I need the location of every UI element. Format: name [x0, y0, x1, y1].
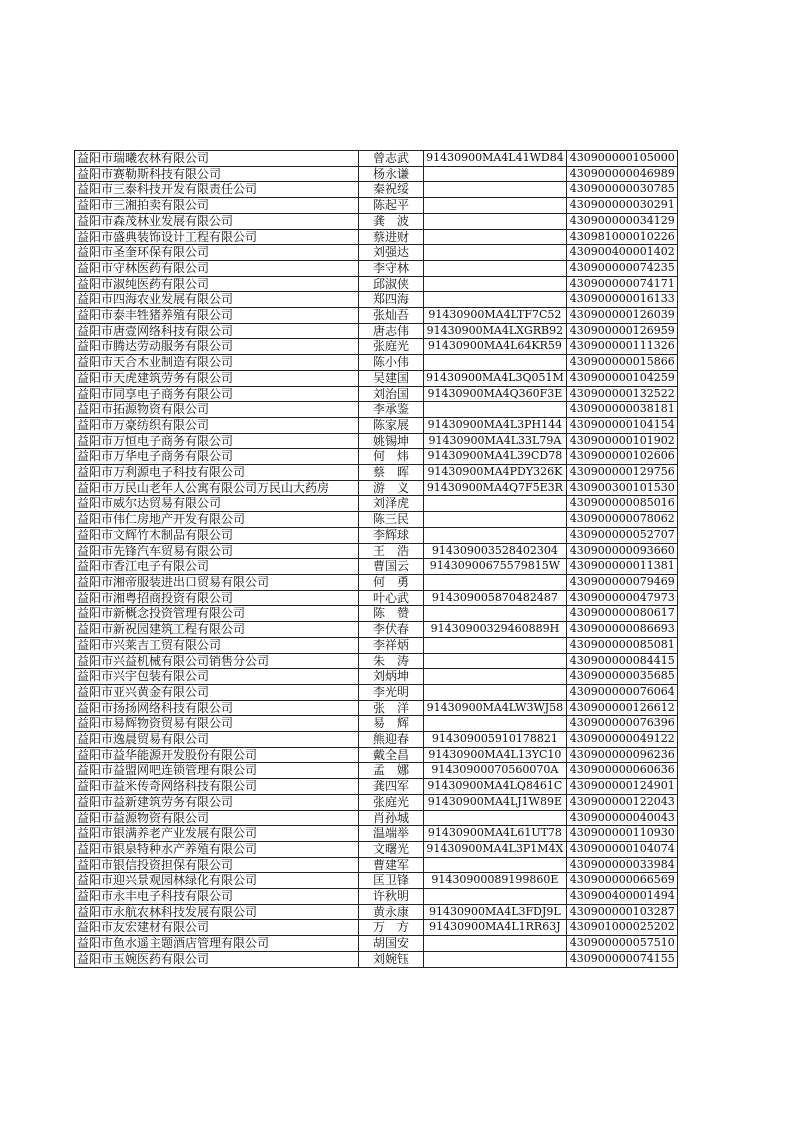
table-row: [75, 417, 678, 433]
registration-number-cell: 430900000085016: [566, 496, 677, 512]
legal-rep-cell: 陈小伟: [359, 355, 424, 371]
credit-code-cell: [424, 198, 567, 214]
legal-rep-cell: 陈家展: [359, 417, 424, 433]
table-row: [75, 904, 678, 920]
legal-rep-cell: 游 义: [359, 480, 424, 496]
table-row: [75, 339, 678, 355]
credit-code-cell: 91430900MA4L3P1M4X: [424, 841, 567, 857]
table-row: [75, 606, 678, 622]
company-table: [74, 150, 678, 968]
registration-number-cell: 430900000110930: [566, 826, 677, 842]
legal-rep-cell: 李承鉴: [359, 402, 424, 418]
registration-number-cell: 430900000046989: [566, 166, 677, 182]
company-name-cell: 益阳市三泰科技开发有限责任公司: [75, 182, 359, 198]
credit-code-cell: [424, 606, 567, 622]
legal-rep-cell: 何 勇: [359, 574, 424, 590]
legal-rep-cell: 王 浩: [359, 543, 424, 559]
registration-number-cell: 430900300101530: [566, 480, 677, 496]
company-name-cell: 益阳市拓源物资有限公司: [75, 402, 359, 418]
company-name-cell: 益阳市新概念投资管理有限公司: [75, 606, 359, 622]
credit-code-cell: [424, 166, 567, 182]
company-name-cell: 益阳市盛典装饰设计工程有限公司: [75, 229, 359, 245]
registration-number-cell: 430900000040043: [566, 810, 677, 826]
registration-number-cell: 430900400001494: [566, 889, 677, 905]
company-name-cell: 益阳市万豪纺织有限公司: [75, 417, 359, 433]
legal-rep-cell: 黄永康: [359, 904, 424, 920]
company-name-cell: 益阳市银满养老产业发展有限公司: [75, 826, 359, 842]
company-name-cell: 益阳市永航农林科技发展有限公司: [75, 904, 359, 920]
table-row: [75, 700, 678, 716]
table-row: [75, 465, 678, 481]
company-name-cell: 益阳市文辉竹木制品有限公司: [75, 527, 359, 543]
registration-number-cell: 430900000047973: [566, 590, 677, 606]
table-row: [75, 276, 678, 292]
company-name-cell: 益阳市友宏建材有限公司: [75, 920, 359, 936]
table-row: [75, 826, 678, 842]
credit-code-cell: 914309003528402304: [424, 543, 567, 559]
credit-code-cell: 91430900329460889H: [424, 622, 567, 638]
registration-number-cell: 430900000080617: [566, 606, 677, 622]
company-name-cell: 益阳市守林医药有限公司: [75, 260, 359, 276]
registration-number-cell: 430900000124901: [566, 779, 677, 795]
registration-number-cell: 430900000104074: [566, 841, 677, 857]
company-name-cell: 益阳市威尔达贸易有限公司: [75, 496, 359, 512]
table-row: [75, 323, 678, 339]
table-row: [75, 166, 678, 182]
company-name-cell: 益阳市亚兴黄金有限公司: [75, 684, 359, 700]
credit-code-cell: [424, 496, 567, 512]
credit-code-cell: 914309005910178821: [424, 732, 567, 748]
company-name-cell: 益阳市益米传奇网络科技有限公司: [75, 779, 359, 795]
company-name-cell: 益阳市淑纯医药有限公司: [75, 276, 359, 292]
registration-number-cell: 430900000111326: [566, 339, 677, 355]
registration-number-cell: 430900000086693: [566, 622, 677, 638]
credit-code-cell: 91430900MA4LW3WJ58: [424, 700, 567, 716]
table-row: [75, 433, 678, 449]
credit-code-cell: [424, 292, 567, 308]
credit-code-cell: 91430900MA4LJ1W89E: [424, 794, 567, 810]
credit-code-cell: 91430900MA4L64KR59: [424, 339, 567, 355]
legal-rep-cell: 吴建国: [359, 370, 424, 386]
company-name-cell: 益阳市万利源电子科技有限公司: [75, 465, 359, 481]
company-name-cell: 益阳市万华电子商务有限公司: [75, 449, 359, 465]
table-row: [75, 873, 678, 889]
registration-number-cell: 430900000076396: [566, 716, 677, 732]
company-name-cell: 益阳市瑞曦农林有限公司: [75, 151, 359, 167]
registration-number-cell: 430900000084415: [566, 653, 677, 669]
table-row: [75, 669, 678, 685]
registration-number-cell: 430900000103287: [566, 904, 677, 920]
credit-code-cell: 91430900MA4Q7F5E3R: [424, 480, 567, 496]
registration-number-cell: 430900000126039: [566, 308, 677, 324]
legal-rep-cell: 陈 赞: [359, 606, 424, 622]
credit-code-cell: [424, 716, 567, 732]
company-name-cell: 益阳市泰丰牲猪养殖有限公司: [75, 308, 359, 324]
registration-number-cell: 430900000030291: [566, 198, 677, 214]
registration-number-cell: 430900000038181: [566, 402, 677, 418]
table-row: [75, 449, 678, 465]
legal-rep-cell: 龚四军: [359, 779, 424, 795]
credit-code-cell: [424, 260, 567, 276]
registration-number-cell: 430900000126612: [566, 700, 677, 716]
legal-rep-cell: 李光明: [359, 684, 424, 700]
legal-rep-cell: 易 辉: [359, 716, 424, 732]
table-row: [75, 292, 678, 308]
company-name-cell: 益阳市四海农业发展有限公司: [75, 292, 359, 308]
legal-rep-cell: 曹建军: [359, 857, 424, 873]
registration-number-cell: 430900000126959: [566, 323, 677, 339]
table-row: [75, 229, 678, 245]
credit-code-cell: [424, 355, 567, 371]
company-name-cell: 益阳市圣奎环保有限公司: [75, 245, 359, 261]
credit-code-cell: [424, 889, 567, 905]
company-name-cell: 益阳市益源物资有限公司: [75, 810, 359, 826]
legal-rep-cell: 唐志伟: [359, 323, 424, 339]
table-row: [75, 559, 678, 575]
credit-code-cell: [424, 213, 567, 229]
company-name-cell: 益阳市湘帝服装进出口贸易有限公司: [75, 574, 359, 590]
table-row: [75, 857, 678, 873]
credit-code-cell: [424, 182, 567, 198]
credit-code-cell: [424, 402, 567, 418]
legal-rep-cell: 万 方: [359, 920, 424, 936]
registration-number-cell: 430900000074171: [566, 276, 677, 292]
legal-rep-cell: 张 洋: [359, 700, 424, 716]
legal-rep-cell: 刘炳坤: [359, 669, 424, 685]
table-row: [75, 260, 678, 276]
registration-number-cell: 430900000011381: [566, 559, 677, 575]
registration-number-cell: 430900000079469: [566, 574, 677, 590]
registration-number-cell: 430900000016133: [566, 292, 677, 308]
table-row: [75, 732, 678, 748]
legal-rep-cell: 刘婉钰: [359, 951, 424, 967]
table-row: [75, 747, 678, 763]
legal-rep-cell: 李守林: [359, 260, 424, 276]
credit-code-cell: [424, 669, 567, 685]
credit-code-cell: [424, 810, 567, 826]
registration-number-cell: 430900000078062: [566, 512, 677, 528]
table-row: [75, 622, 678, 638]
credit-code-cell: [424, 276, 567, 292]
credit-code-cell: 91430900MA4LTF7C52: [424, 308, 567, 324]
table-row: [75, 496, 678, 512]
legal-rep-cell: 刘治国: [359, 386, 424, 402]
registration-number-cell: 430900000104154: [566, 417, 677, 433]
table-row: [75, 951, 678, 967]
legal-rep-cell: 龚 波: [359, 213, 424, 229]
company-name-cell: 益阳市益盟网吧连锁管理有限公司: [75, 763, 359, 779]
credit-code-cell: [424, 245, 567, 261]
registration-number-cell: 430900000093660: [566, 543, 677, 559]
company-name-cell: 益阳市森茂林业发展有限公司: [75, 213, 359, 229]
credit-code-cell: 91430900MA4L3PH144: [424, 417, 567, 433]
legal-rep-cell: 张灿吾: [359, 308, 424, 324]
company-name-cell: 益阳市兴益机械有限公司销售分公司: [75, 653, 359, 669]
table-row: [75, 151, 678, 167]
registration-number-cell: 430900000101902: [566, 433, 677, 449]
company-name-cell: 益阳市鱼水遥主题酒店管理有限公司: [75, 936, 359, 952]
credit-code-cell: 91430900MA4PDY326K: [424, 465, 567, 481]
legal-rep-cell: 陈起平: [359, 198, 424, 214]
table-row: [75, 574, 678, 590]
company-name-cell: 益阳市天虎建筑劳务有限公司: [75, 370, 359, 386]
table-row: [75, 543, 678, 559]
company-name-cell: 益阳市天合木业制造有限公司: [75, 355, 359, 371]
company-name-cell: 益阳市益华能源开发股份有限公司: [75, 747, 359, 763]
legal-rep-cell: 叶心武: [359, 590, 424, 606]
credit-code-cell: [424, 637, 567, 653]
table-row: [75, 779, 678, 795]
credit-code-cell: [424, 951, 567, 967]
company-name-cell: 益阳市唐壹网络科技有限公司: [75, 323, 359, 339]
company-name-cell: 益阳市扬扬网络科技有限公司: [75, 700, 359, 716]
company-name-cell: 益阳市益新建筑劳务有限公司: [75, 794, 359, 810]
credit-code-cell: 914309005870482487: [424, 590, 567, 606]
legal-rep-cell: 李伏春: [359, 622, 424, 638]
registration-number-cell: 430900000096236: [566, 747, 677, 763]
credit-code-cell: 91430900MA4L61UT78: [424, 826, 567, 842]
credit-code-cell: 91430900MA4L3FDJ9L: [424, 904, 567, 920]
credit-code-cell: 91430900MA4LQ8461C: [424, 779, 567, 795]
company-name-cell: 益阳市万恒电子商务有限公司: [75, 433, 359, 449]
table-row: [75, 308, 678, 324]
company-name-cell: 益阳市万民山老年人公寓有限公司万民山大药房: [75, 480, 359, 496]
legal-rep-cell: 孟 娜: [359, 763, 424, 779]
registration-number-cell: 430900000030785: [566, 182, 677, 198]
company-name-cell: 益阳市兴莱吉工贸有限公司: [75, 637, 359, 653]
credit-code-cell: 91430900MA4L13YC10: [424, 747, 567, 763]
credit-code-cell: 91430900MA4L33L79A: [424, 433, 567, 449]
company-table-body: [75, 151, 678, 968]
company-name-cell: 益阳市银泉特种水产养殖有限公司: [75, 841, 359, 857]
table-row: [75, 920, 678, 936]
legal-rep-cell: 邱淑侠: [359, 276, 424, 292]
company-name-cell: 益阳市兴宇包装有限公司: [75, 669, 359, 685]
credit-code-cell: [424, 857, 567, 873]
legal-rep-cell: 秦祝绥: [359, 182, 424, 198]
table-row: [75, 355, 678, 371]
table-row: [75, 841, 678, 857]
company-name-cell: 益阳市新祝园建筑工程有限公司: [75, 622, 359, 638]
company-name-cell: 益阳市腾达劳动服务有限公司: [75, 339, 359, 355]
table-row: [75, 794, 678, 810]
company-name-cell: 益阳市永丰电子科技有限公司: [75, 889, 359, 905]
table-row: [75, 386, 678, 402]
legal-rep-cell: 匡卫锋: [359, 873, 424, 889]
table-row: [75, 810, 678, 826]
table-row: [75, 716, 678, 732]
registration-number-cell: 430900000049122: [566, 732, 677, 748]
company-name-cell: 益阳市先锋汽车贸易有限公司: [75, 543, 359, 559]
legal-rep-cell: 胡国安: [359, 936, 424, 952]
credit-code-cell: 91430900675579815W: [424, 559, 567, 575]
legal-rep-cell: 蔡 晖: [359, 465, 424, 481]
credit-code-cell: 91430900MA4L41WD84: [424, 151, 567, 167]
credit-code-cell: 91430900MA4LXGRB92: [424, 323, 567, 339]
company-name-cell: 益阳市香江电子有限公司: [75, 559, 359, 575]
legal-rep-cell: 郑四海: [359, 292, 424, 308]
table-row: [75, 684, 678, 700]
table-row: [75, 527, 678, 543]
table-row: [75, 480, 678, 496]
registration-number-cell: 430900000132522: [566, 386, 677, 402]
registration-number-cell: 430900400001402: [566, 245, 677, 261]
credit-code-cell: 91430900089199860E: [424, 873, 567, 889]
legal-rep-cell: 许秋明: [359, 889, 424, 905]
registration-number-cell: 430900000033984: [566, 857, 677, 873]
registration-number-cell: 430900000105000: [566, 151, 677, 167]
credit-code-cell: [424, 936, 567, 952]
company-name-cell: 益阳市玉婉医药有限公司: [75, 951, 359, 967]
legal-rep-cell: 熊迎春: [359, 732, 424, 748]
legal-rep-cell: 李辉球: [359, 527, 424, 543]
legal-rep-cell: 温端举: [359, 826, 424, 842]
table-row: [75, 512, 678, 528]
registration-number-cell: 430900000015866: [566, 355, 677, 371]
legal-rep-cell: 曹国云: [359, 559, 424, 575]
company-name-cell: 益阳市迎兴景观园林绿化有限公司: [75, 873, 359, 889]
legal-rep-cell: 刘强达: [359, 245, 424, 261]
table-row: [75, 402, 678, 418]
legal-rep-cell: 戴全昌: [359, 747, 424, 763]
registration-number-cell: 430901000025202: [566, 920, 677, 936]
company-name-cell: 益阳市赛勒斯科技有限公司: [75, 166, 359, 182]
legal-rep-cell: 何 炜: [359, 449, 424, 465]
company-name-cell: 益阳市三湘拍卖有限公司: [75, 198, 359, 214]
registration-number-cell: 430900000104259: [566, 370, 677, 386]
registration-number-cell: 430900000074235: [566, 260, 677, 276]
table-row: [75, 213, 678, 229]
legal-rep-cell: 蔡进财: [359, 229, 424, 245]
legal-rep-cell: 张庭光: [359, 794, 424, 810]
registration-number-cell: 430900000085081: [566, 637, 677, 653]
registration-number-cell: 430900000060636: [566, 763, 677, 779]
company-name-cell: 益阳市同享电子商务有限公司: [75, 386, 359, 402]
legal-rep-cell: 刘泽虎: [359, 496, 424, 512]
registration-number-cell: 430900000129756: [566, 465, 677, 481]
legal-rep-cell: 张庭光: [359, 339, 424, 355]
registration-number-cell: 430900000076064: [566, 684, 677, 700]
registration-number-cell: 430900000057510: [566, 936, 677, 952]
registration-number-cell: 430900000035685: [566, 669, 677, 685]
credit-code-cell: 91430900MA4L3Q051M: [424, 370, 567, 386]
legal-rep-cell: 曾志武: [359, 151, 424, 167]
table-row: [75, 245, 678, 261]
legal-rep-cell: 杨永谦: [359, 166, 424, 182]
company-name-cell: 益阳市银信投资担保有限公司: [75, 857, 359, 873]
credit-code-cell: [424, 512, 567, 528]
credit-code-cell: [424, 229, 567, 245]
credit-code-cell: [424, 527, 567, 543]
table-row: [75, 370, 678, 386]
legal-rep-cell: 陈三民: [359, 512, 424, 528]
credit-code-cell: [424, 684, 567, 700]
registration-number-cell: 430981000010226: [566, 229, 677, 245]
company-name-cell: 益阳市伟仁房地产开发有限公司: [75, 512, 359, 528]
table-row: [75, 590, 678, 606]
legal-rep-cell: 文曙光: [359, 841, 424, 857]
credit-code-cell: 91430900MA4Q360F3E: [424, 386, 567, 402]
legal-rep-cell: 姚锡坤: [359, 433, 424, 449]
registration-number-cell: 430900000052707: [566, 527, 677, 543]
table-row: [75, 936, 678, 952]
company-name-cell: 益阳市易辉物资贸易有限公司: [75, 716, 359, 732]
table-row: [75, 653, 678, 669]
company-name-cell: 益阳市逸晨贸易有限公司: [75, 732, 359, 748]
legal-rep-cell: 肖孙城: [359, 810, 424, 826]
credit-code-cell: 91430900070560070A: [424, 763, 567, 779]
registration-number-cell: 430900000066569: [566, 873, 677, 889]
table-row: [75, 889, 678, 905]
credit-code-cell: [424, 574, 567, 590]
table-row: [75, 198, 678, 214]
legal-rep-cell: 朱 涛: [359, 653, 424, 669]
registration-number-cell: 430900000034129: [566, 213, 677, 229]
table-row: [75, 763, 678, 779]
credit-code-cell: [424, 653, 567, 669]
table-row: [75, 637, 678, 653]
registration-number-cell: 430900000102606: [566, 449, 677, 465]
company-name-cell: 益阳市湘粤招商投资有限公司: [75, 590, 359, 606]
table-row: [75, 182, 678, 198]
credit-code-cell: 91430900MA4L39CD78: [424, 449, 567, 465]
registration-number-cell: 430900000074155: [566, 951, 677, 967]
credit-code-cell: 91430900MA4L1RR63J: [424, 920, 567, 936]
registration-number-cell: 430900000122043: [566, 794, 677, 810]
legal-rep-cell: 李祥炳: [359, 637, 424, 653]
